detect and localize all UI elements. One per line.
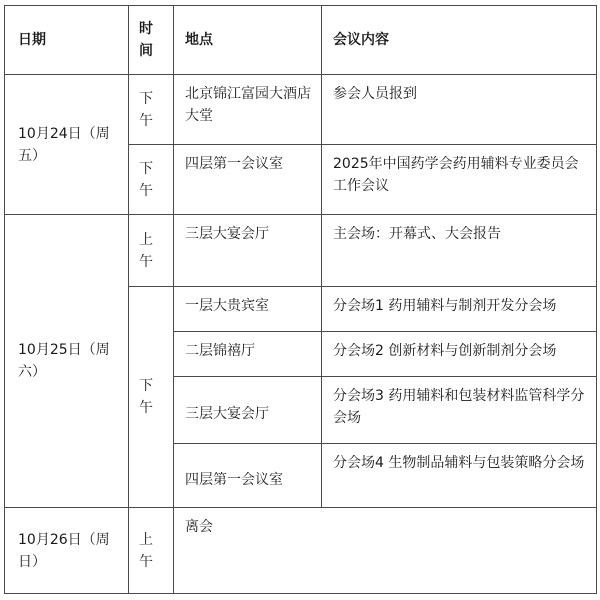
header-date: 日期 bbox=[5, 6, 129, 75]
time-cell: 上午 bbox=[129, 215, 174, 287]
header-time: 时间 bbox=[129, 6, 174, 75]
place-cell: 二层锦禧厅 bbox=[174, 332, 322, 377]
table-row bbox=[5, 215, 597, 287]
time-cell: 上午 bbox=[129, 508, 174, 594]
header-place: 地点 bbox=[174, 6, 322, 75]
content-cell: 分会场1 药用辅料与制剂开发分会场 bbox=[322, 287, 597, 332]
place-cell: 三层大宴会厅 bbox=[174, 377, 322, 444]
content-cell: 分会场3 药用辅料和包装材料监管科学分会场 bbox=[322, 377, 597, 444]
place-cell: 一层大贵宾室 bbox=[174, 287, 322, 332]
place-cell: 北京锦江富园大酒店大堂 bbox=[174, 75, 322, 145]
place-cell: 四层第一会议室 bbox=[174, 444, 322, 508]
time-cell: 下午 bbox=[129, 145, 174, 215]
time-cell: 下午 bbox=[129, 75, 174, 145]
date-cell: 10月26日（周日） bbox=[5, 508, 129, 594]
content-cell: 分会场4 生物制品辅料与包装策略分会场 bbox=[322, 444, 597, 508]
content-cell: 分会场2 创新材料与创新制剂分会场 bbox=[322, 332, 597, 377]
date-cell: 10月24日（周五） bbox=[5, 75, 129, 215]
time-cell: 下午 bbox=[129, 287, 174, 508]
date-cell: 10月25日（周六） bbox=[5, 215, 129, 508]
place-cell: 离会 bbox=[174, 508, 597, 594]
table-row bbox=[5, 75, 597, 145]
content-cell: 2025年中国药学会药用辅料专业委员会工作会议 bbox=[322, 145, 597, 215]
schedule-table-frame bbox=[4, 5, 596, 596]
place-cell: 四层第一会议室 bbox=[174, 145, 322, 215]
content-cell: 主会场：开幕式、大会报告 bbox=[322, 215, 597, 287]
header-content: 会议内容 bbox=[322, 6, 597, 75]
place-cell: 三层大宴会厅 bbox=[174, 215, 322, 287]
header-row bbox=[5, 6, 597, 75]
schedule-table bbox=[4, 5, 597, 594]
content-cell: 参会人员报到 bbox=[322, 75, 597, 145]
table-row bbox=[5, 508, 597, 594]
